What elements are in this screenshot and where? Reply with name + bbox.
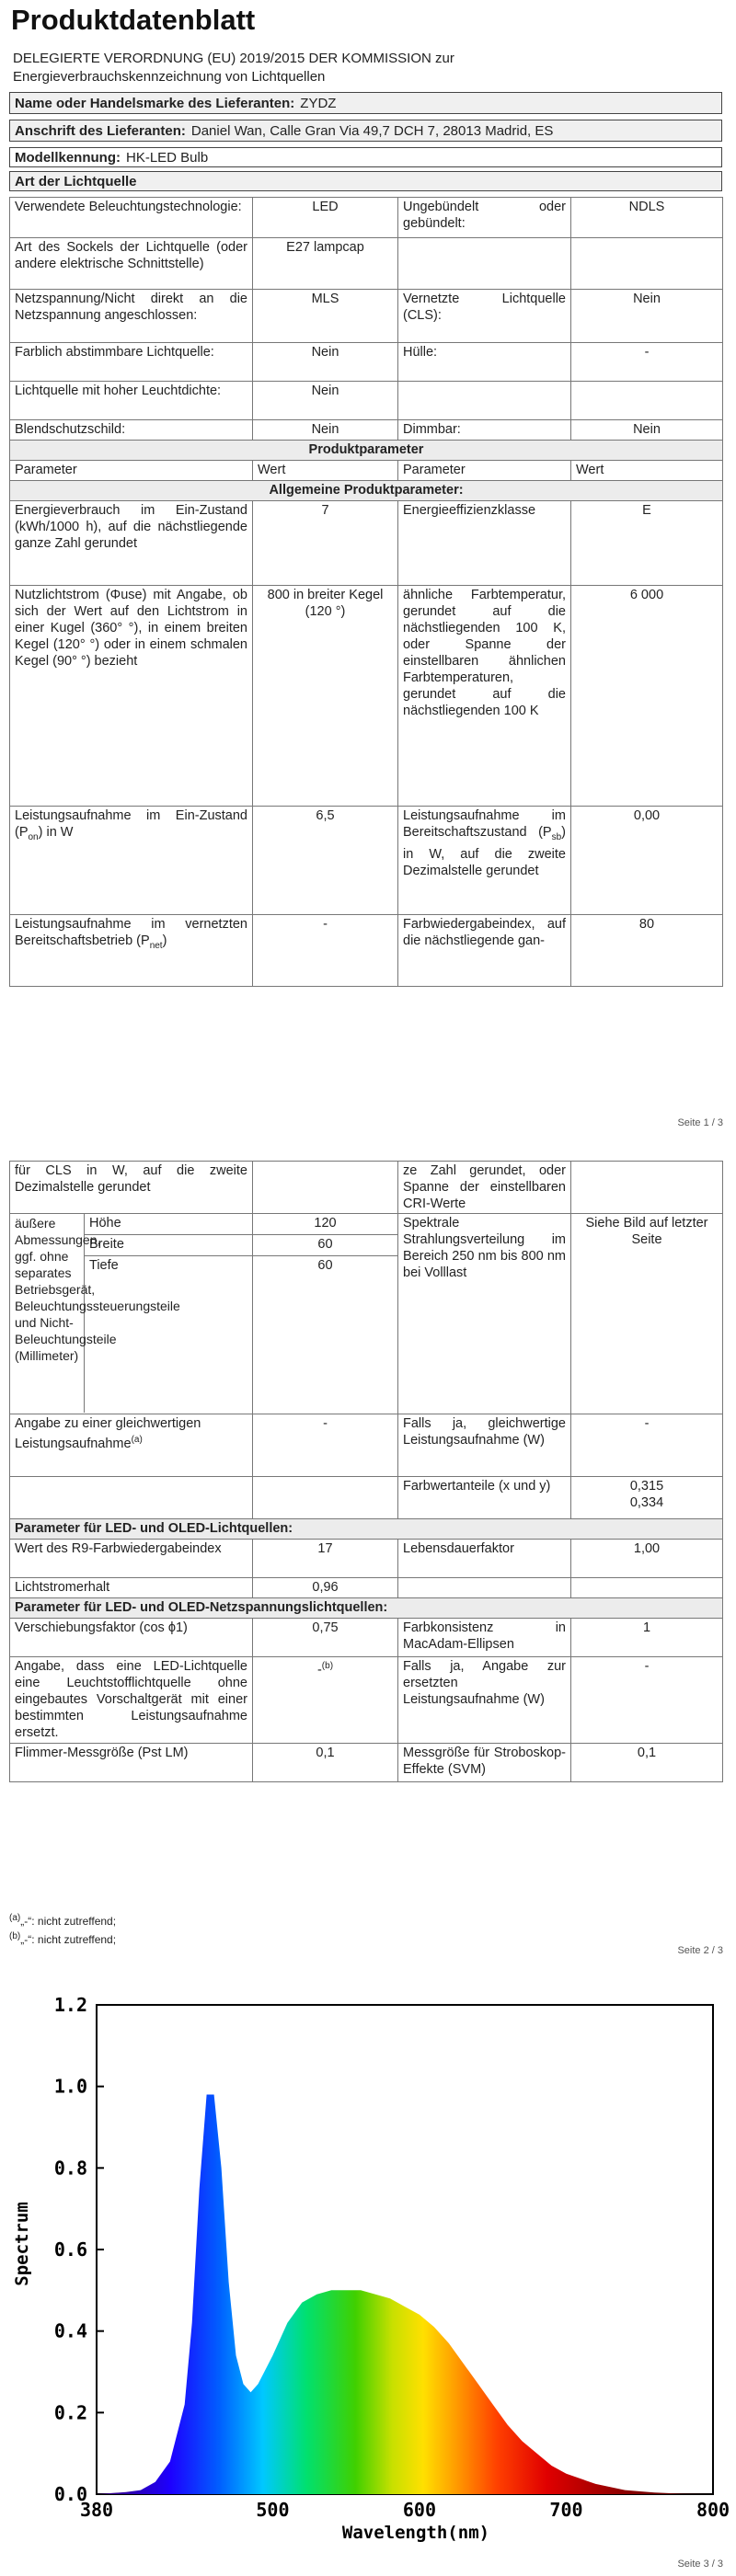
page-3 <box>0 1986 736 2576</box>
tunable-label: Farblich abstimmbare Lichtquelle: <box>10 343 253 382</box>
address-label: Anschrift des Lieferanten: <box>15 122 186 139</box>
cct-value: 6 000 <box>571 586 723 807</box>
antiglare-label: Blendschutzschild: <box>10 420 253 441</box>
empty-cell <box>571 1578 723 1598</box>
y-tick-label: 0.6 <box>53 2238 87 2261</box>
x-tick-label: 500 <box>256 2499 290 2521</box>
mains-label: Netzspannung/Nicht direkt an die Netzspannung angeschlossen: <box>10 290 253 343</box>
on-power-label: Leistungsaufnahme im Ein-Zustand $(P_{on})$ in W <box>10 807 253 915</box>
stroboscopic-label: Messgröße für Stroboskop-Effekte (SVM) <box>398 1744 571 1782</box>
luminance-value: Nein <box>253 382 398 420</box>
x-tick-label: 700 <box>549 2499 583 2521</box>
mains-params-header: Parameter für LED- und OLED-Netzspannungslichtquellen: <box>10 1598 723 1619</box>
params-continued-table <box>9 1161 723 1782</box>
page-number: Seite 3 / 3 <box>677 2559 723 2570</box>
stroboscopic-value: 0,1 <box>571 1744 723 1782</box>
empty-cell <box>10 1477 253 1519</box>
cri-label: Farbwiedergabeindex, auf die nächstliegende gan- <box>398 915 571 987</box>
y-axis-label: Spectrum <box>12 2202 32 2286</box>
width-label: Breite <box>85 1235 252 1256</box>
dimmable-value: Nein <box>571 420 723 441</box>
r9-label: Wert des R9-Farbwiedergabeindex <box>10 1540 253 1578</box>
mains-value: MLS <box>253 290 398 343</box>
model-label: Modellkennung: <box>15 149 121 166</box>
y-tick-label: 1.2 <box>53 1994 87 2016</box>
spectral-value: Siehe Bild auf letzter Seite <box>571 1214 723 1414</box>
x-tick-label: 600 <box>402 2499 437 2521</box>
directional-value: NDLS <box>571 198 723 238</box>
page-2 <box>0 1150 736 1973</box>
survival-factor-label: Lebensdauerfaktor <box>398 1540 571 1578</box>
networked-standby-label: Leistungsaufnahme im vernetzten Bereitschaftsbetrieb $(P_{net})$ <box>10 915 253 987</box>
y-tick-label: 1.0 <box>53 2075 87 2098</box>
survival-factor-value: 1,00 <box>571 1540 723 1578</box>
energy-consumption-label: Energieverbrauch im Ein-Zustand (kWh/1000 h), auf die nächstliegende ganze Zahl gerundet <box>10 501 253 586</box>
displacement-factor-label: Verschiebungsfaktor (cos ϕ1) <box>10 1619 253 1657</box>
width-value: 60 <box>253 1235 397 1256</box>
displacement-factor-value: 0,75 <box>253 1619 398 1657</box>
efficiency-class-label: Energieeffizienzklasse <box>398 501 571 586</box>
replaced-power-label: Falls ja, Angabe zur ersetzten Leistungsaufnahme (W) <box>398 1657 571 1744</box>
directional-label: Ungebündelt oder gebündelt: <box>398 198 571 238</box>
chromaticity-label: Farbwertanteile (x und y) <box>398 1477 571 1519</box>
luminance-label: Lichtquelle mit hoher Leuchtdichte: <box>10 382 253 420</box>
address-row <box>9 120 722 142</box>
dimensions-label: äußere Abmessungen, ggf. ohne separates Betriebsgerät, Beleuchtungssteuerungsteile und Nicht-Beleuchtungsteile (Millimeter) <box>10 1214 85 1413</box>
dimensions-values <box>253 1214 398 1414</box>
page-number: Seite 2 / 3 <box>677 1945 723 1956</box>
page-1 <box>0 0 736 1136</box>
fluorescent-replacement-value: -$^{(b)}$ <box>253 1657 398 1744</box>
flicker-value: 0,1 <box>253 1744 398 1782</box>
standby-power-value: 0,00 <box>571 807 723 915</box>
intro-line-1: DELEGIERTE VERORDNUNG (EU) 2019/2015 DER KOMMISSION zur <box>13 51 454 66</box>
r9-value: 17 <box>253 1540 398 1578</box>
empty-cell <box>253 1162 398 1214</box>
y-tick-label: 0.4 <box>53 2319 87 2342</box>
equivalent-power-label: Angabe zu einer gleichwertigen Leistungsaufnahme$^{(a)}$ <box>10 1414 253 1477</box>
depth-label: Tiefe <box>89 1258 119 1273</box>
empty-cell <box>571 382 723 420</box>
y-tick-label: 0.2 <box>53 2401 87 2424</box>
model-value: HK-LED Bulb <box>126 149 209 166</box>
chromaticity-value: 0,315 0,334 <box>571 1477 723 1519</box>
tech-label: Verwendete Beleuchtungstechnologie: <box>10 198 253 238</box>
type-section-label: Art der Lichtquelle <box>15 173 137 189</box>
useful-flux-label: Nutzlichtstrom (Φuse) mit Angabe, ob sich der Wert auf den Lichtstrom in einer Kugel (360° °), in einem breiten Kegel (120° °) oder in einem schmalen Kegel (90° °) bezieht <box>10 586 253 807</box>
height-label: Höhe <box>85 1214 252 1235</box>
networked-standby-value: - <box>253 915 398 987</box>
general-params-header: Allgemeine Produktparameter: <box>10 481 723 501</box>
cct-label: ähnliche Farbtemperatur, gerundet auf die nächstliegenden 100 K, oder Spanne der einstellbaren ähnlichen Farbtemperaturen, gerundet auf die nächstliegenden 100 K <box>398 586 571 807</box>
footnote-b: $^{(b)}$„-“: nicht zutreffend; <box>9 1931 117 1946</box>
model-row <box>9 147 722 167</box>
y-tick-label: 0.0 <box>53 2483 87 2505</box>
cri-continued: ze Zahl gerundet, oder Spanne der einstellbaren CRI-Werte <box>398 1162 571 1214</box>
empty-cell <box>571 238 723 290</box>
equivalent-power-value: - <box>253 1414 398 1477</box>
cls-power-continued: für CLS in W, auf die zweite Dezimalstelle gerundet <box>10 1162 253 1214</box>
tunable-value: Nein <box>253 343 398 382</box>
type-section-row <box>9 171 722 191</box>
light-source-type-table <box>9 197 723 987</box>
tech-value: LED <box>253 198 398 238</box>
empty-cell <box>398 1578 571 1598</box>
address-value: Daniel Wan, Calle Gran Via 49,7 DCH 7, 28013 Madrid, ES <box>190 122 554 139</box>
page-number: Seite 1 / 3 <box>677 1117 723 1128</box>
x-tick-label: 380 <box>79 2499 114 2521</box>
col-header-param-2: Parameter <box>398 461 571 481</box>
intro-line-2: Energieverbrauchskennzeichnung von Lichtquellen <box>13 69 326 85</box>
col-header-value-2: Wert <box>571 461 723 481</box>
supplier-value: ZYDZ <box>300 95 337 111</box>
spectral-label: Spektrale Strahlungsverteilung im Bereich 250 nm bis 800 nm bei Volllast <box>398 1214 571 1414</box>
depth-value: 60 <box>317 1258 333 1273</box>
antiglare-value: Nein <box>253 420 398 441</box>
product-params-header: Produktparameter <box>10 441 723 461</box>
envelope-value: - <box>571 343 723 382</box>
flicker-label: Flimmer-Messgröße (Pst LM) <box>10 1744 253 1782</box>
colour-consistency-value: 1 <box>571 1619 723 1657</box>
col-header-value: Wert <box>253 461 398 481</box>
energy-consumption-value: 7 <box>253 501 398 586</box>
cri-value: 80 <box>571 915 723 987</box>
footnote-a: $^{(a)}$„-“: nicht zutreffend; <box>9 1913 117 1928</box>
envelope-label: Hülle: <box>398 343 571 382</box>
empty-cell <box>398 382 571 420</box>
replaced-power-value: - <box>571 1657 723 1744</box>
empty-cell <box>571 1162 723 1214</box>
colour-consistency-label: Farbkonsistenz in MacAdam-Ellipsen <box>398 1619 571 1657</box>
regulation-intro <box>13 50 694 86</box>
sheet-title: Produktdatenblatt <box>11 4 256 36</box>
led-params-header: Parameter für LED- und OLED-Lichtquellen: <box>10 1519 723 1540</box>
spectrum-area <box>97 2095 713 2495</box>
y-tick-label: 0.8 <box>53 2157 87 2180</box>
lumen-maintenance-label: Lichtstromerhalt <box>10 1578 253 1598</box>
dimmable-label: Dimmbar: <box>398 420 571 441</box>
on-power-value: 6,5 <box>253 807 398 915</box>
efficiency-class-value: E <box>571 501 723 586</box>
cls-label: Vernetzte Lichtquelle (CLS): <box>398 290 571 343</box>
supplier-label: Name oder Handelsmarke des Lieferanten: <box>15 95 295 111</box>
col-header-param: Parameter <box>10 461 253 481</box>
height-value: 120 <box>253 1214 397 1235</box>
spectrum-chart <box>0 1986 736 2557</box>
empty-cell <box>398 238 571 290</box>
supplier-row <box>9 92 722 114</box>
cap-value: E27 lampcap <box>253 238 398 290</box>
useful-flux-value: 800 in breiter Kegel (120 °) <box>253 586 398 807</box>
equivalent-power-w-value: - <box>571 1414 723 1477</box>
equivalent-power-w-label: Falls ja, gleichwertige Leistungsaufnahme (W) <box>398 1414 571 1477</box>
dimensions-cell <box>10 1214 253 1414</box>
cap-label: Art des Sockels der Lichtquelle (oder andere elektrische Schnittstelle) <box>10 238 253 290</box>
fluorescent-replacement-label: Angabe, dass eine LED-Lichtquelle eine Leuchtstofflichtquelle ohne eingebautes Vorschaltgerät mit einer bestimmten Leistungsaufnahme ersetzt. <box>10 1657 253 1744</box>
cls-value: Nein <box>571 290 723 343</box>
x-axis-label: Wavelength(nm) <box>341 2523 490 2543</box>
empty-cell <box>253 1477 398 1519</box>
lumen-maintenance-value: 0,96 <box>253 1578 398 1598</box>
standby-power-label: Leistungsaufnahme im Bereitschaftszustand $(P_{sb})$ in W, auf die zweite Dezimalstelle gerundet <box>398 807 571 915</box>
x-tick-label: 800 <box>696 2499 730 2521</box>
